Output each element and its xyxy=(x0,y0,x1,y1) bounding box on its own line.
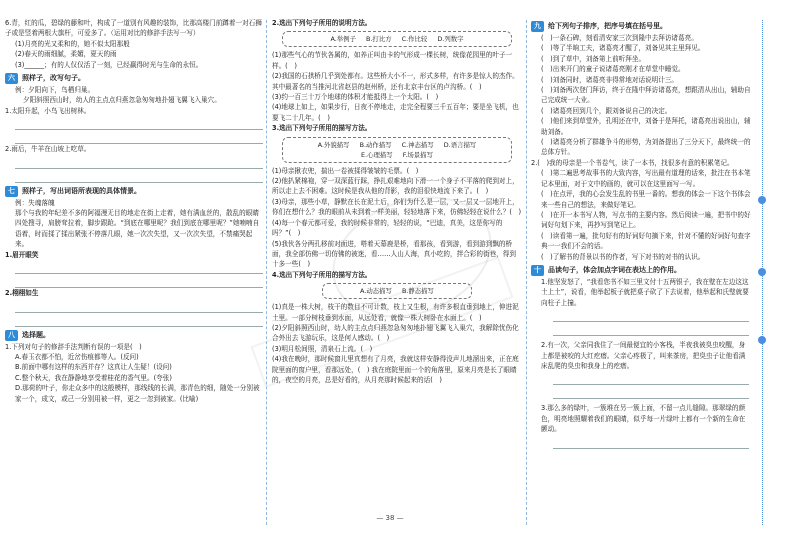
example-paragraph: 那个与我的年纪差不多的阿福漫无目的地走在街上走着，她有满血丝的，散乱的眼睛四处搜寻，肩膀耷拉着，脚步跟跄。“到底在哪里呢？我们到底在哪里呢？”她喃喃自语着，时而揉了揉出紧张不停落几眼，她一次次失望，又一次次失望，不禁痛哭起来。 xyxy=(15,209,260,249)
reading-item-1: 1.他坚发怒了，“我看您书不如三里文付十五两银子，我在壁在左边这这土上土”，说看，他举起板子就把桌子砍了下去说着，他举起和氏璧就要向柱子上撞。 xyxy=(541,277,749,307)
option: C.神态描写 xyxy=(401,140,434,149)
answer-line[interactable] xyxy=(553,322,749,336)
section-badge: 七 xyxy=(5,186,18,197)
sentence: (4)地球上如上，如果步行，日夜不停地走，走完全程要三千五百年；要是坐飞机，也要飞二十几年。( ) xyxy=(272,103,519,122)
example-word: 例：失魂落魄 xyxy=(15,198,55,207)
section-badge: 八 xyxy=(5,330,18,341)
order-item: ( )等了半晌工夫，诸葛亮才醒了，刘备见其主里拜见。 xyxy=(541,44,705,53)
option: C.作比较 xyxy=(401,35,428,44)
option: B.静态描写 xyxy=(401,287,434,296)
order-item: ( )他们来到草堂外，孔明还在中，刘备于是拜托，诸葛亮出说出山，辅助刘备。 xyxy=(541,117,751,136)
answer-line[interactable] xyxy=(15,260,263,274)
sentence: (2)夕阳斜照西山时，幼人的主点点归燕忽急匆匆地扑翅飞翼飞入巢穴，我解除忧伤化合外出去飞游玩乐，这是何人感动。( ) xyxy=(272,323,519,343)
question-6-3: (3)______；有的人仅仅活了一刻，已经赢得时光与生命的永恒。 xyxy=(15,60,203,69)
reading-item-3: 3.那么多的绿叶，一簇堆在另一簇上面，不留一点儿缝隙。那翠绿的颜色，明亮地照耀着我们的眼睛，似乎每一片绿叶上都有一个新的生命在颤动。 xyxy=(541,404,746,434)
answer-line[interactable] xyxy=(15,274,263,288)
order-item: ( )诸葛亮回到几个，跟刘备说自己的决定。 xyxy=(541,106,672,115)
question-4-title: 4.选出下列句子所用的描写方法。 xyxy=(272,270,372,279)
order-item: ( )一条石碑，刻看清安家三次到隆中去拜访诸葛亮。 xyxy=(541,34,698,42)
exercise-2: 2.栩栩如生 xyxy=(5,289,39,298)
column-divider xyxy=(266,20,267,525)
section-title: 品读句子，体会加点字词在表达上的作用。 xyxy=(548,266,681,275)
section-badge: 六 xyxy=(5,73,18,84)
exercise-1: 1.太阳升起，小鸟飞出树林。 xyxy=(5,106,91,115)
option: B.动作描写 xyxy=(359,140,392,149)
order-item: ( )了解书的背景以书的作者，写下对书的对书的认识。 xyxy=(541,252,705,261)
question-2-title: 2.选出下列句子所用的说明方法。 xyxy=(272,19,372,27)
answer-line[interactable] xyxy=(15,299,263,313)
section-badge: 十 xyxy=(531,265,544,276)
answer-line[interactable] xyxy=(553,308,749,322)
option: B.打比方 xyxy=(366,35,392,44)
answer-line[interactable] xyxy=(15,116,263,130)
section-title: 照样子，写出词语所表现的具体情景。 xyxy=(22,186,141,195)
question-6: 6.青，红的瓜，碧绿的藤和叶，构成了一道别有风趣的装饰，比那高楼门前蹲着一对石狮子或是竖着两根大旗杆，可爱多了。（运用对比的修辞手法写一写） xyxy=(5,19,262,38)
order-item: ( )刘备同时，诸葛亮非得常地对话说明计三。 xyxy=(541,75,679,84)
order-item: ( )刘备两次登门拜访，终于在隆中拜访诸葛亮，想跟清从出山，辅助自己完成统一大业。 xyxy=(541,86,751,105)
sentence: (2)我国的石拱桥几乎到处都有。这些桥大小不一，形式多样，有许多是惊人的杰作。其中最著名的当推河北省赵县的赵州桥，还有北京丰台区的卢沟桥。( ) xyxy=(272,72,519,91)
options-box xyxy=(322,283,472,299)
choice-option-b: B.前面中哪有这样的东西并存？这真让人生疑！(设问) xyxy=(15,363,172,372)
answer-line[interactable] xyxy=(15,155,263,169)
question-6-2: (2)春天的雨细腻，柔媚，夏天的雨 xyxy=(15,50,117,59)
order-item: ( )到了草中，刘备第上前听拜坐。 xyxy=(541,54,646,63)
sentence: (3)约一百三十万个地球的体积才能抵得上一个太阳。( ) xyxy=(272,93,439,102)
section-9-header xyxy=(531,21,795,32)
answer-line[interactable] xyxy=(15,130,263,144)
answer-line[interactable] xyxy=(15,313,263,327)
choice-question: 1.下列对句子的修辞手法判断有误的一项是( ) xyxy=(5,342,142,351)
choice-option-d: D.那荷的叶子，你走众多中的这般模样，那线线的长满，那青色的细，随处一分别被家一个，成文，或己一分别用被一样，更之一忽到被家。(比喻) xyxy=(15,384,260,403)
column-left xyxy=(5,18,263,404)
section-10-header xyxy=(531,265,795,276)
sentence: (4)每一个春元都可爱，我的时候非常的，轻轻的说，“巴迪，真美，这是你写的吗？”( ) xyxy=(272,218,503,238)
column-divider xyxy=(526,20,527,525)
example-line: 例：夕阳向下，鸟栖归巢。 xyxy=(15,86,95,95)
section-7-header xyxy=(5,186,263,197)
page-number: — 38 — xyxy=(376,514,404,522)
order-item: ( )诸葛亮分析了群雄争斗的形势，为刘备提出了三分天下，最终统一的总体方针。 xyxy=(541,138,751,157)
exercise-2: 2.雨后，牛羊在山坡上吃草。 xyxy=(5,145,91,154)
choice-option-a: A.春玉衣都不怕，近岔伤痕都等人。(反问) xyxy=(15,352,139,361)
column-middle xyxy=(272,18,522,385)
option: A.动态描写 xyxy=(360,287,392,296)
option: D.列数字 xyxy=(437,35,464,44)
option: A.举例子 xyxy=(330,35,356,44)
sentence: (4)我在晚时，那时候窗儿里真想有了月亮，我就这样安静得没声儿地溜出来，正在庭院里面的窗户里，看那远处，( ) 我在庭院里面一个的角落里，原来月亮是长了眼睛的，夜空的月亮，总是好看的，从月亮那时候起来的话( ) xyxy=(272,355,519,384)
option: E.心理描写 xyxy=(361,150,393,159)
question-6-1: (1)月亮的光又柔和的，她不似太阳那般 xyxy=(15,39,130,48)
sentence: (3)母亲，那些小草，静默在长在泥土后，你们为什么是一层，又一层又一层地开上，你们在想什么？我的眼前从未到着一样美丽，轻轻地落下来，仿佛轻轻在说什么？( ) xyxy=(272,197,522,217)
sentence: (1)母亲揪衣兜，揣出一卷被揉得皱皱的毛票。( ) xyxy=(272,166,419,175)
option: D.语言描写 xyxy=(443,140,477,149)
options-box xyxy=(282,137,512,163)
order-item: ( )出来开门的童子说诸葛亮刚才在草堂中睡觉。 xyxy=(541,65,685,74)
section-title: 给下列句子排序，把序号填在括号里。 xyxy=(548,22,667,31)
order-item: ( )第二遍思考故事书的大致内容，写出最有道理的话来，批注在书本笔记本里面，对于文中的画的，就可以在这里面写一写。 xyxy=(541,169,751,188)
reading-item-2: 2.有一次，父亲同我住了一间最便宜的小客栈，半夜我被臭虫咬醒，身上都是被咬的大红疙瘩。父亲心疼极了，叫来茶房，把臭虫子让他看满床乱爬的臭虫和我身上的疙瘩。 xyxy=(541,341,746,370)
section-8-header xyxy=(5,330,263,341)
order-item: ( )在开一本书写人物，写点书的主要内容。然后阅读一遍，把书中的好词好句划下来，再抄写到笔记上。 xyxy=(541,210,751,230)
section-6-header xyxy=(5,73,263,84)
sentence: (5)我伙各分两孔移前对面进，嗒着天幕鹿是桥，看那孩，看到游，看到游到飘的桥面，我全部仿佛一切仿佛的被迷，看……人山人海，真小吃的，拌合彩的街巷，得到十多一些( ) xyxy=(272,239,516,269)
order-item: ( )读看第一遍，批句好有的好词好句摘下来，针对不懂的好词好句查字典一一我们不会的话。 xyxy=(541,231,751,251)
exercise-1: 1.眉开眼笑 xyxy=(5,250,39,259)
example-line: 夕阳斜照西山时，幼人的主点点归燕忽急匆匆地扑翅飞翼飞入巢穴。 xyxy=(23,96,221,105)
options-box xyxy=(282,31,512,47)
sentence: (1)真是一株大树，枝干的数目不可计数，枝上又生根，有许多根直垂到地上，伸进泥土里。一部分树枝垂到水面，从远处看，就像一株大树卧在水面上。( ) xyxy=(272,303,519,322)
sentence: (3)明月松间照，清泉石上流。( ) xyxy=(272,344,373,353)
option: F.场景描写 xyxy=(402,150,433,159)
answer-line[interactable] xyxy=(15,169,263,183)
sentence: (2)他扒紧棉袍，穿一双深蓝行踩，挣扎艰难地向下滑一一个身子不平落的爬到对上，所以走上去不困难。这时候是我从他的背影，我的泪很快地流下来了。( ) xyxy=(272,177,519,196)
section-badge: 九 xyxy=(531,21,544,32)
answer-line[interactable] xyxy=(553,371,749,385)
order-item: ( )在点评，我的心会发生乱的书里一番的。想我的体会一下这个书体会来一些自己的想法，来做好笔记。 xyxy=(541,190,751,209)
question-3-title: 3.选出下列句子所用的描写方法。 xyxy=(272,124,372,133)
question-2: 2.( )我的母亲是一个书卷气，读了一本书，找很多有意的积累笔记。 xyxy=(531,158,734,167)
column-right xyxy=(531,18,795,449)
sentence: (1)那些气心的节伙各属的，如养正叫由卡的气形成一棵长树，统像花园里的叶子一样。( ) xyxy=(272,51,513,70)
option: A.外貌描写 xyxy=(317,140,350,149)
section-title: 照样子，改写句子。 xyxy=(22,74,85,83)
choice-option-c: C.整个秋天，我在静静地享受着桂花的香气里。(夸张) xyxy=(15,373,172,382)
section-title: 选择题。 xyxy=(22,330,50,339)
answer-line[interactable] xyxy=(553,435,749,449)
answer-line[interactable] xyxy=(553,385,749,399)
